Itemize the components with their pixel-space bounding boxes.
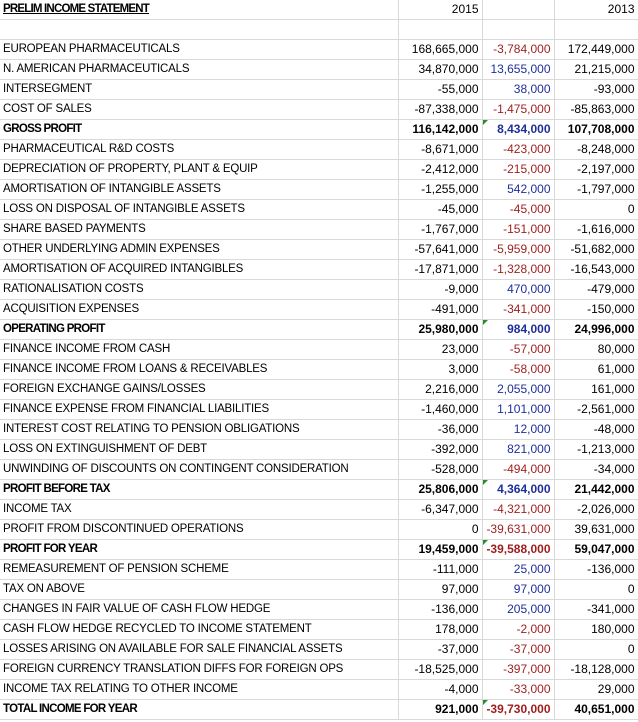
- value-2015-cell[interactable]: -111,000: [398, 560, 482, 580]
- table-row: [0, 480, 638, 500]
- year-2015-header-cell[interactable]: 2015: [398, 0, 482, 20]
- variance-cell[interactable]: 2,055,000: [482, 380, 554, 400]
- value-2013-cell[interactable]: 0: [554, 200, 638, 220]
- value-2013-cell[interactable]: 0: [554, 640, 638, 660]
- year-2013-header-cell[interactable]: 2013: [554, 0, 638, 20]
- value-2013-cell[interactable]: -51,682,000: [554, 240, 638, 260]
- value-2015-cell[interactable]: -1,460,000: [398, 400, 482, 420]
- row-label-cell[interactable]: INCOME TAX RELATING TO OTHER INCOME: [0, 680, 398, 700]
- table-row: [0, 280, 638, 300]
- row-label-cell[interactable]: FOREIGN EXCHANGE GAINS/LOSSES: [0, 380, 398, 400]
- table-row: [0, 180, 638, 200]
- row-label-cell[interactable]: PROFIT FROM DISCONTINUED OPERATIONS: [0, 520, 398, 540]
- value-2013-cell[interactable]: -150,000: [554, 300, 638, 320]
- table-row: [0, 420, 638, 440]
- variance-cell[interactable]: -57,000: [482, 340, 554, 360]
- table-row: [0, 80, 638, 100]
- variance-cell[interactable]: 25,000: [482, 560, 554, 580]
- variance-cell[interactable]: 13,655,000: [482, 60, 554, 80]
- variance-cell[interactable]: 205,000: [482, 600, 554, 620]
- value-2013-cell[interactable]: -16,543,000: [554, 260, 638, 280]
- variance-cell[interactable]: 821,000: [482, 440, 554, 460]
- variance-cell[interactable]: -39,631,000: [482, 520, 554, 540]
- value-2015-cell[interactable]: -55,000: [398, 80, 482, 100]
- value-2013-cell[interactable]: -93,000: [554, 80, 638, 100]
- variance-cell[interactable]: -3,784,000: [482, 40, 554, 60]
- value-2015-cell[interactable]: -528,000: [398, 460, 482, 480]
- value-2015-cell[interactable]: 178,000: [398, 620, 482, 640]
- variance-cell[interactable]: -5,959,000: [482, 240, 554, 260]
- table-row: [0, 600, 638, 620]
- value-2015-cell[interactable]: 19,459,000: [398, 540, 482, 560]
- value-2015-cell[interactable]: 2,216,000: [398, 380, 482, 400]
- table-row: [0, 380, 638, 400]
- variance-cell[interactable]: 542,000: [482, 180, 554, 200]
- value-2015-cell[interactable]: 116,142,000: [398, 120, 482, 140]
- value-2015-cell[interactable]: 34,870,000: [398, 60, 482, 80]
- table-row: [0, 140, 638, 160]
- value-2013-cell[interactable]: -48,000: [554, 420, 638, 440]
- table-row: [0, 20, 638, 40]
- statement-title-cell[interactable]: PRELIM INCOME STATEMENT: [0, 0, 398, 20]
- row-label-cell[interactable]: INTEREST COST RELATING TO PENSION OBLIGATIONS: [0, 420, 398, 440]
- value-2015-cell[interactable]: -9,000: [398, 280, 482, 300]
- row-label-cell[interactable]: COST OF SALES: [0, 100, 398, 120]
- variance-cell[interactable]: 4,364,000: [482, 480, 554, 500]
- value-2013-cell[interactable]: -136,000: [554, 560, 638, 580]
- value-2015-cell[interactable]: 0: [398, 520, 482, 540]
- table-row: [0, 220, 638, 240]
- value-2015-cell[interactable]: 168,665,000: [398, 40, 482, 60]
- row-label-cell[interactable]: FINANCE EXPENSE FROM FINANCIAL LIABILITIES: [0, 400, 398, 420]
- row-label-cell[interactable]: LOSSES ARISING ON AVAILABLE FOR SALE FINANCIAL ASSETS: [0, 640, 398, 660]
- table-row: [0, 700, 638, 720]
- table-row: [0, 400, 638, 420]
- row-label-cell[interactable]: ACQUISITION EXPENSES: [0, 300, 398, 320]
- value-2013-cell[interactable]: 59,047,000: [554, 540, 638, 560]
- table-row: [0, 500, 638, 520]
- table-row: [0, 340, 638, 360]
- value-2013-cell[interactable]: 107,708,000: [554, 120, 638, 140]
- row-label-cell[interactable]: CHANGES IN FAIR VALUE OF CASH FLOW HEDGE: [0, 600, 398, 620]
- value-2013-cell[interactable]: 29,000: [554, 680, 638, 700]
- table-row: [0, 360, 638, 380]
- value-2013-cell[interactable]: -34,000: [554, 460, 638, 480]
- value-2013-cell[interactable]: 172,449,000: [554, 40, 638, 60]
- row-label-cell[interactable]: INCOME TAX: [0, 500, 398, 520]
- value-2015-cell[interactable]: 921,000: [398, 700, 482, 720]
- variance-cell[interactable]: [482, 20, 554, 40]
- value-2015-cell[interactable]: -2,412,000: [398, 160, 482, 180]
- table-row: [0, 580, 638, 600]
- row-label-cell[interactable]: AMORTISATION OF INTANGIBLE ASSETS: [0, 180, 398, 200]
- value-2015-cell[interactable]: 25,980,000: [398, 320, 482, 340]
- variance-cell[interactable]: -151,000: [482, 220, 554, 240]
- value-2013-cell[interactable]: -85,863,000: [554, 100, 638, 120]
- value-2015-cell[interactable]: -36,000: [398, 420, 482, 440]
- row-label-cell[interactable]: SHARE BASED PAYMENTS: [0, 220, 398, 240]
- value-2015-cell[interactable]: -4,000: [398, 680, 482, 700]
- value-2015-cell[interactable]: -18,525,000: [398, 660, 482, 680]
- table-row: [0, 200, 638, 220]
- table-row: [0, 520, 638, 540]
- row-label-cell[interactable]: TAX ON ABOVE: [0, 580, 398, 600]
- variance-cell[interactable]: -45,000: [482, 200, 554, 220]
- value-2015-cell[interactable]: -17,871,000: [398, 260, 482, 280]
- variance-cell[interactable]: -39,730,000: [482, 700, 554, 720]
- row-label-cell[interactable]: N. AMERICAN PHARMACEUTICALS: [0, 60, 398, 80]
- value-2015-cell[interactable]: -1,767,000: [398, 220, 482, 240]
- variance-cell[interactable]: 38,000: [482, 80, 554, 100]
- value-2013-cell[interactable]: 39,631,000: [554, 520, 638, 540]
- value-2013-cell[interactable]: 24,996,000: [554, 320, 638, 340]
- value-2013-cell[interactable]: -479,000: [554, 280, 638, 300]
- row-label-cell[interactable]: TOTAL INCOME FOR YEAR: [0, 700, 398, 720]
- value-2015-cell[interactable]: 3,000: [398, 360, 482, 380]
- variance-header-cell[interactable]: [482, 0, 554, 20]
- table-row: [0, 60, 638, 80]
- variance-cell[interactable]: -37,000: [482, 640, 554, 660]
- value-2013-cell[interactable]: -18,128,000: [554, 660, 638, 680]
- table-row: [0, 540, 638, 560]
- variance-cell[interactable]: 12,000: [482, 420, 554, 440]
- table-row: [0, 560, 638, 580]
- row-label-cell[interactable]: PROFIT BEFORE TAX: [0, 480, 398, 500]
- row-label-cell[interactable]: LOSS ON DISPOSAL OF INTANGIBLE ASSETS: [0, 200, 398, 220]
- value-2015-cell[interactable]: -57,641,000: [398, 240, 482, 260]
- value-2015-cell[interactable]: [398, 20, 482, 40]
- table-row: [0, 620, 638, 640]
- table-row: [0, 640, 638, 660]
- variance-cell[interactable]: 984,000: [482, 320, 554, 340]
- table-row: [0, 120, 638, 140]
- value-2013-cell[interactable]: -1,616,000: [554, 220, 638, 240]
- table-row: [0, 460, 638, 480]
- value-2015-cell[interactable]: -6,347,000: [398, 500, 482, 520]
- variance-cell[interactable]: -33,000: [482, 680, 554, 700]
- variance-cell[interactable]: -1,328,000: [482, 260, 554, 280]
- value-2013-cell[interactable]: 180,000: [554, 620, 638, 640]
- variance-cell[interactable]: -39,588,000: [482, 540, 554, 560]
- row-label-cell[interactable]: [0, 20, 398, 40]
- row-label-cell[interactable]: PROFIT FOR YEAR: [0, 540, 398, 560]
- value-2013-cell[interactable]: -2,026,000: [554, 500, 638, 520]
- variance-cell[interactable]: -341,000: [482, 300, 554, 320]
- table-row: [0, 240, 638, 260]
- variance-cell[interactable]: -58,000: [482, 360, 554, 380]
- value-2015-cell[interactable]: -8,671,000: [398, 140, 482, 160]
- table-row: [0, 260, 638, 280]
- row-label-cell[interactable]: LOSS ON EXTINGUISHMENT OF DEBT: [0, 440, 398, 460]
- value-2013-cell[interactable]: -1,797,000: [554, 180, 638, 200]
- value-2013-cell[interactable]: 40,651,000: [554, 700, 638, 720]
- table-row: [0, 440, 638, 460]
- row-label-cell[interactable]: FINANCE INCOME FROM LOANS & RECEIVABLES: [0, 360, 398, 380]
- variance-cell[interactable]: -423,000: [482, 140, 554, 160]
- row-label-cell[interactable]: UNWINDING OF DISCOUNTS ON CONTINGENT CONSIDERATION: [0, 460, 398, 480]
- row-label-cell[interactable]: CASH FLOW HEDGE RECYCLED TO INCOME STATEMENT: [0, 620, 398, 640]
- value-2015-cell[interactable]: 25,806,000: [398, 480, 482, 500]
- value-2013-cell[interactable]: 80,000: [554, 340, 638, 360]
- variance-cell[interactable]: 8,434,000: [482, 120, 554, 140]
- value-2013-cell[interactable]: 0: [554, 580, 638, 600]
- statement-rows: [0, 20, 638, 720]
- variance-cell[interactable]: -494,000: [482, 460, 554, 480]
- variance-cell[interactable]: -4,321,000: [482, 500, 554, 520]
- variance-cell[interactable]: -2,000: [482, 620, 554, 640]
- table-row: [0, 300, 638, 320]
- row-label-cell[interactable]: REMEASUREMENT OF PENSION SCHEME: [0, 560, 398, 580]
- value-2013-cell[interactable]: -341,000: [554, 600, 638, 620]
- row-label-cell[interactable]: PHARMACEUTICAL R&D COSTS: [0, 140, 398, 160]
- value-2013-cell[interactable]: -8,248,000: [554, 140, 638, 160]
- value-2015-cell[interactable]: -45,000: [398, 200, 482, 220]
- variance-cell[interactable]: -215,000: [482, 160, 554, 180]
- value-2013-cell[interactable]: -2,197,000: [554, 160, 638, 180]
- table-row: [0, 320, 638, 340]
- variance-cell[interactable]: 97,000: [482, 580, 554, 600]
- value-2015-cell[interactable]: -136,000: [398, 600, 482, 620]
- value-2013-cell[interactable]: -1,213,000: [554, 440, 638, 460]
- value-2013-cell[interactable]: 161,000: [554, 380, 638, 400]
- table-row: [0, 160, 638, 180]
- row-label-cell[interactable]: RATIONALISATION COSTS: [0, 280, 398, 300]
- row-label-cell[interactable]: FINANCE INCOME FROM CASH: [0, 340, 398, 360]
- value-2015-cell[interactable]: -37,000: [398, 640, 482, 660]
- value-2013-cell[interactable]: -2,561,000: [554, 400, 638, 420]
- value-2013-cell[interactable]: [554, 20, 638, 40]
- value-2015-cell[interactable]: -1,255,000: [398, 180, 482, 200]
- row-label-cell[interactable]: FOREIGN CURRENCY TRANSLATION DIFFS FOR FOREIGN OPS: [0, 660, 398, 680]
- value-2015-cell[interactable]: -87,338,000: [398, 100, 482, 120]
- row-label-cell[interactable]: DEPRECIATION OF PROPERTY, PLANT & EQUIP: [0, 160, 398, 180]
- value-2015-cell[interactable]: 23,000: [398, 340, 482, 360]
- table-row: [0, 100, 638, 120]
- variance-cell[interactable]: -397,000: [482, 660, 554, 680]
- table-row: [0, 680, 638, 700]
- row-label-cell[interactable]: EUROPEAN PHARMACEUTICALS: [0, 40, 398, 60]
- table-row: [0, 660, 638, 680]
- variance-cell[interactable]: -1,475,000: [482, 100, 554, 120]
- table-row: [0, 40, 638, 60]
- value-2013-cell[interactable]: 21,442,000: [554, 480, 638, 500]
- value-2015-cell[interactable]: -392,000: [398, 440, 482, 460]
- value-2013-cell[interactable]: 21,215,000: [554, 60, 638, 80]
- row-label-cell[interactable]: INTERSEGMENT: [0, 80, 398, 100]
- value-2013-cell[interactable]: 61,000: [554, 360, 638, 380]
- row-label-cell[interactable]: OPERATING PROFIT: [0, 320, 398, 340]
- value-2015-cell[interactable]: -491,000: [398, 300, 482, 320]
- row-label-cell[interactable]: GROSS PROFIT: [0, 120, 398, 140]
- variance-cell[interactable]: 470,000: [482, 280, 554, 300]
- row-label-cell[interactable]: OTHER UNDERLYING ADMIN EXPENSES: [0, 240, 398, 260]
- header-row: [0, 0, 638, 20]
- value-2015-cell[interactable]: 97,000: [398, 580, 482, 600]
- row-label-cell[interactable]: AMORTISATION OF ACQUIRED INTANGIBLES: [0, 260, 398, 280]
- variance-cell[interactable]: 1,101,000: [482, 400, 554, 420]
